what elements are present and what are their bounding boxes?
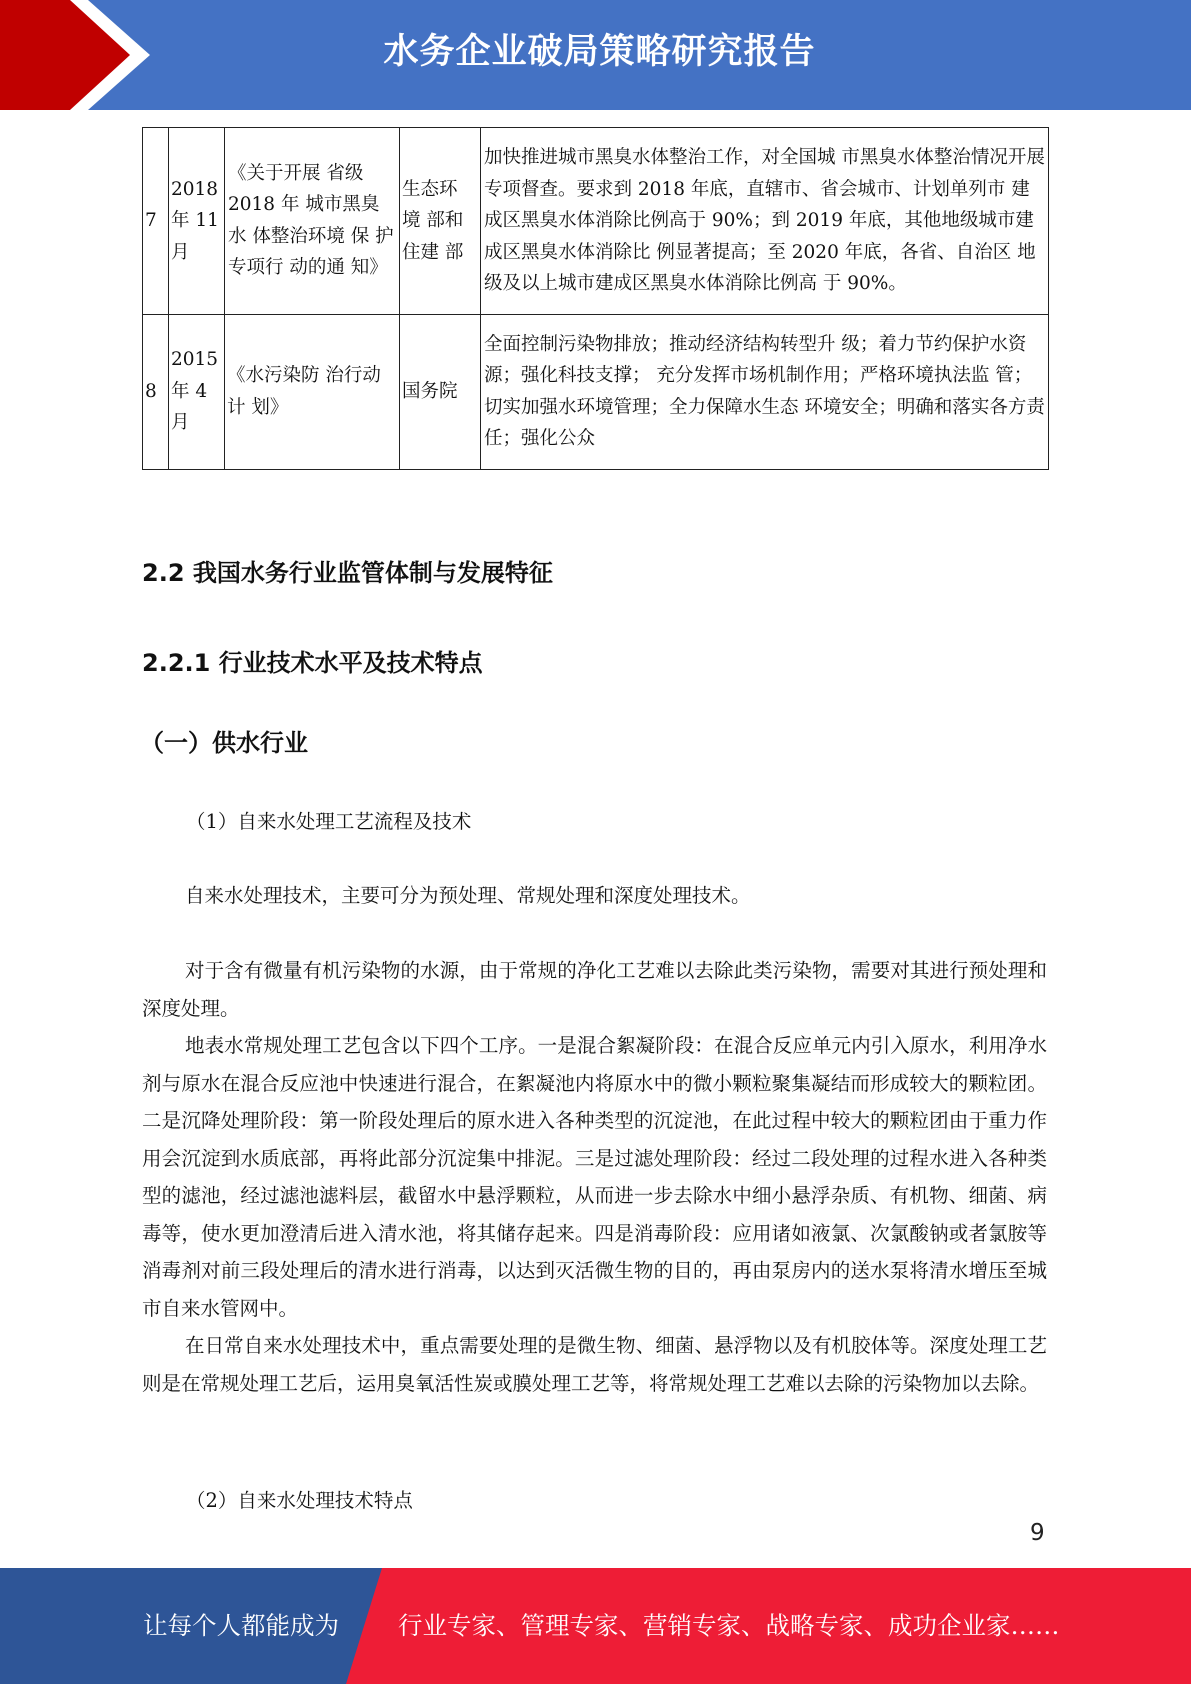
issuing-body: 生态环 境 部和 住建 部 bbox=[400, 128, 481, 315]
row-number: 8 bbox=[143, 314, 169, 469]
subheading-2: （2）自来水处理技术特点 bbox=[186, 1489, 413, 1512]
paragraph: 地表水常规处理工艺包含以下四个工序。一是混合絮凝阶段：在混合反应单元内引入原水，利用净水剂与原水在混合反应池中快速进行混合，在絮凝池内将原水中的微小颗粒聚集凝结而形成较大的颗粒团。二是沉降处理阶段：第一阶段处理后的原水进入各种类型的沉淀池，在此过程中较大的颗粒团由于重力作用会沉淀到水质底部，再将此部分沉淀集中排泥。三是过滤处理阶段：经过二段处理的过程水进入各种类型的滤池，经过滤池滤料层，截留水中悬浮颗粒，从而进一步去除水中细小悬浮杂质、有机物、细菌、病毒等，使水更加澄清后进入清水池，将其储存起来。四是消毒阶段：应用诸如液氯、次氯酸钠或者氯胺等消毒剂对前三段处理后的清水进行消毒，以达到灭活微生物的目的，再由泵房内的送水泵将清水增压至城市自来水管网中。 bbox=[142, 1034, 1047, 1320]
report-title: 水务企业破局策略研究报告 bbox=[383, 32, 816, 72]
footer-slogan-left: 让每个人都能成为 bbox=[143, 1611, 339, 1640]
document-name: 《水污染防 治行动计 划》 bbox=[225, 314, 400, 469]
issuing-body: 国务院 bbox=[400, 314, 481, 469]
section-heading-2-2-1: 2.2.1 行业技术水平及技术特点 bbox=[142, 649, 483, 677]
table-row bbox=[143, 314, 1049, 469]
subheading-1: （1）自来水处理工艺流程及技术 bbox=[186, 810, 472, 833]
paragraph: 在日常自来水处理技术中，重点需要处理的是微生物、细菌、悬浮物以及有机胶体等。深度处理工艺则是在常规处理工艺后，运用臭氧活性炭或膜处理工艺等，将常规处理工艺难以去除的污染物加以去除。 bbox=[142, 1334, 1047, 1395]
policy-content: 全面控制污染物排放；推动经济结构转型升 级；着力节约保护水资源；强化科技支撑； 充分发挥市场机制作用；严格环境执法监 管；切实加强水环境管理；全力保障水生态 环境安全；明确和落实各方责任；强化公众 bbox=[481, 314, 1049, 469]
section-heading-water-supply: （一）供水行业 bbox=[140, 729, 308, 757]
document-name: 《关于开展 省级 2018 年 城市黑臭 水 体整治环境 保 护专项行 动的通 知》 bbox=[225, 128, 400, 315]
footer-slogan-right: 行业专家、管理专家、营销专家、战略专家、成功企业家…… bbox=[398, 1611, 1060, 1640]
row-number: 7 bbox=[143, 128, 169, 315]
issue-date: 2015 年 4 月 bbox=[169, 314, 225, 469]
paragraph: 对于含有微量有机污染物的水源，由于常规的净化工艺难以去除此类污染物，需要对其进行预处理和深度处理。 bbox=[142, 959, 1047, 1020]
policy-table bbox=[142, 127, 1049, 470]
page-header bbox=[0, 0, 1191, 110]
table-row bbox=[143, 128, 1049, 315]
page-number: 9 bbox=[1030, 1520, 1045, 1546]
policy-content: 加快推进城市黑臭水体整治工作，对全国城 市黑臭水体整治情况开展专项督查。要求到 2018 年底，直辖市、省会城市、计划单列市 建成区黑臭水体消除比例高于 90%；到 2019 年底，其他地级城市建成区黑臭水体消除比 例显著提高；至 2020 年底，各省、自治区 地级及以上城市建成区黑臭水体消除比例高 于 90%。 bbox=[481, 128, 1049, 315]
page-footer bbox=[0, 1568, 1191, 1684]
issue-date: 2018 年 11 月 bbox=[169, 128, 225, 315]
section-heading-2-2: 2.2 我国水务行业监管体制与发展特征 bbox=[142, 559, 553, 587]
paragraph: 自来水处理技术，主要可分为预处理、常规处理和深度处理技术。 bbox=[185, 884, 751, 907]
